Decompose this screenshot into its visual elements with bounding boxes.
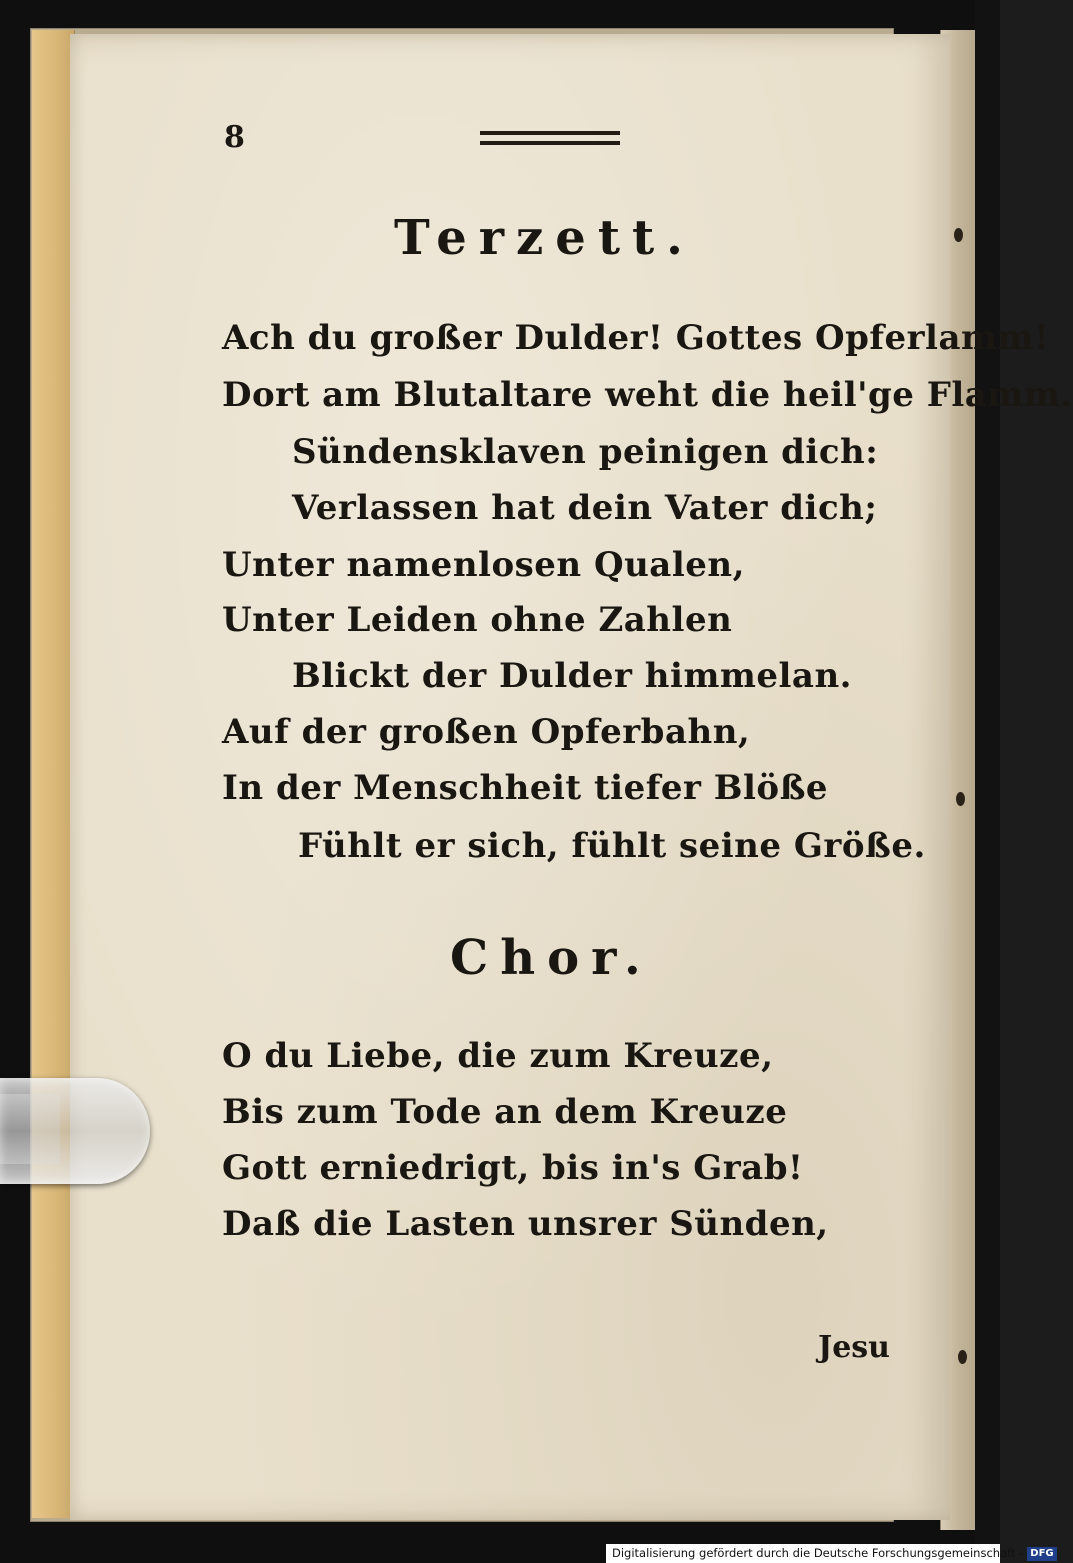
verse-line: Ach du großer Dulder! Gottes Opferlamm! <box>222 318 1050 358</box>
section-heading-terzett: Terzett. <box>394 210 695 266</box>
verse-line: Sündensklaven peinigen dich: <box>292 432 879 472</box>
verse-line: Dort am Blutaltare weht die heil'ge Flamm. <box>222 375 1073 415</box>
verse-line: In der Menschheit tiefer Blöße <box>222 768 829 808</box>
verse-line: Daß die Lasten unsrer Sünden, <box>222 1204 829 1244</box>
binding-mark <box>954 228 963 242</box>
digitization-credit <box>606 1544 1054 1563</box>
cover-edge <box>32 30 75 1518</box>
verse-line: O du Liebe, die zum Kreuze, <box>222 1036 774 1076</box>
dfg-logo: DFG <box>1027 1547 1056 1561</box>
page-clip <box>0 1078 150 1184</box>
page-number: 8 <box>224 120 245 155</box>
credit-text: Digitalisierung gefördert durch die Deutsche Forschungsgemeinschaft - <box>612 1546 1024 1560</box>
verse-line: Verlassen hat dein Vater dich; <box>292 488 878 528</box>
catchword: Jesu <box>818 1330 890 1365</box>
verse-line: Bis zum Tode an dem Kreuze <box>222 1092 788 1132</box>
verse-line: Auf der großen Opferbahn, <box>222 712 751 752</box>
verse-line: Fühlt er sich, fühlt seine Größe. <box>298 826 926 866</box>
verse-line: Unter Leiden ohne Zahlen <box>222 600 733 640</box>
right-background <box>975 0 1000 1563</box>
verse-line: Gott erniedrigt, bis in's Grab! <box>222 1148 804 1188</box>
section-heading-chor: Chor. <box>450 930 653 986</box>
header-rule <box>480 131 620 135</box>
binding-mark <box>958 1350 967 1364</box>
verse-line: Unter namenlosen Qualen, <box>222 545 745 585</box>
verse-line: Blickt der Dulder himmelan. <box>292 656 853 696</box>
header-rule <box>480 141 620 145</box>
binding-mark <box>956 792 965 806</box>
